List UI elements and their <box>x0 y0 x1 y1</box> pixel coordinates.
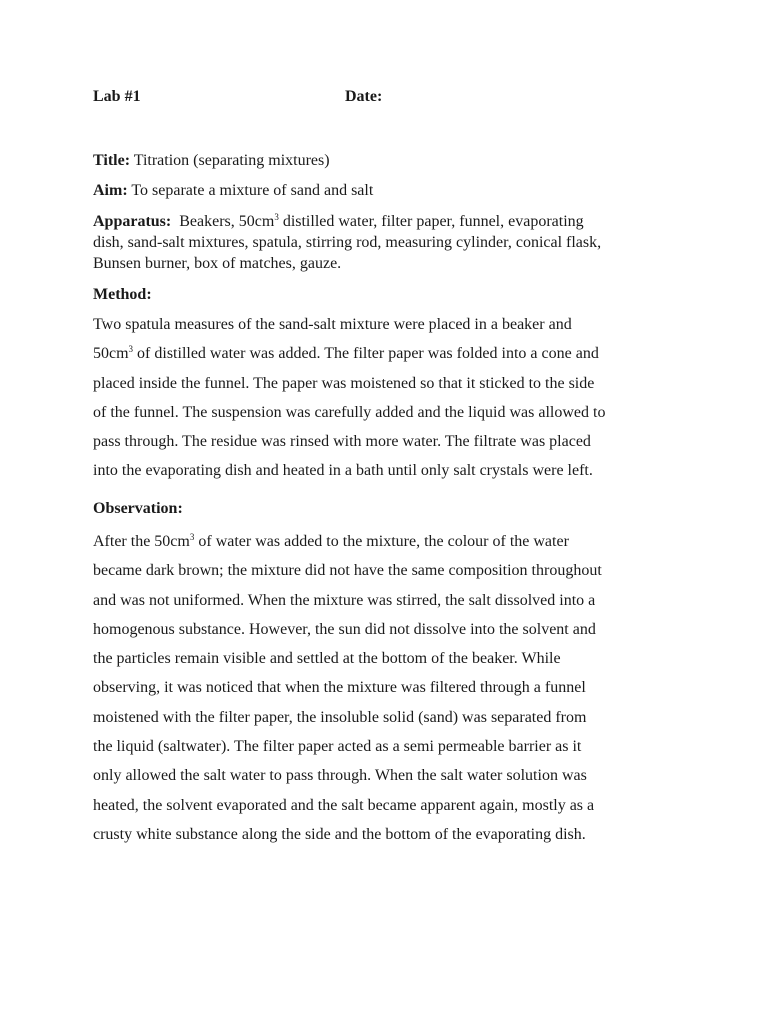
observation-heading: Observation: <box>93 500 183 517</box>
observation-line: After the $50cm^3$ of water was added to the mixture, the colour of the water <box>93 532 569 550</box>
method-line: into the evaporating dish and heated in a bath until only salt crystals were left. <box>93 462 593 480</box>
title-field <box>93 150 683 171</box>
observation-line: only allowed the salt water to pass through. When the salt water solution was <box>93 767 587 785</box>
method-line: $50cm^3$ of distilled water was added. The filter paper was folded into a cone and <box>93 344 599 363</box>
apparatus-line: Apparatus: Beakers, $50cm^3$ distilled water, filter paper, funnel, evaporating <box>93 212 584 230</box>
title-value: Titration (separating mixtures) <box>133 152 330 169</box>
method-line: placed inside the funnel. The paper was moistened so that it sticked to the side <box>93 374 595 392</box>
observation-paragraph <box>93 527 683 849</box>
date-label: Date: <box>345 88 383 105</box>
apparatus-line: Bunsen burner, box of matches, gauze. <box>93 255 342 272</box>
observation-line: became dark brown; the mixture did not have the same composition throughout <box>93 562 602 580</box>
observation-line: moistened with the filter paper, the insoluble solid (sand) was separated from <box>93 708 587 726</box>
observation-line: the liquid (saltwater). The filter paper acted as a semi permeable barrier as it <box>93 738 582 756</box>
aim-value: To separate a mixture of sand and salt <box>131 182 374 199</box>
method-line: of the funnel. The suspension was carefully added and the liquid was allowed to <box>93 403 606 421</box>
observation-line: crusty white substance along the side and the bottom of the evaporating dish. <box>93 825 586 843</box>
title-label: Title: <box>93 152 131 169</box>
method-heading: Method: <box>93 286 152 303</box>
aim-label: Aim: <box>93 182 128 199</box>
lab-header <box>93 88 693 110</box>
observation-line: and was not uniformed. When the mixture was stirred, the salt dissolved into a <box>93 591 596 609</box>
observation-line: the particles remain visible and settled at the bottom of the beaker. While <box>93 650 561 668</box>
lab-number: Lab #1 <box>93 88 141 105</box>
method-line: Two spatula measures of the sand-salt mixture were placed in a beaker and <box>93 316 572 333</box>
observation-line: homogenous substance. However, the sun did not dissolve into the solvent and <box>93 620 596 638</box>
method-paragraph <box>93 310 683 486</box>
apparatus-label: Apparatus: <box>93 213 172 230</box>
aim-field <box>93 180 683 201</box>
observation-line: observing, it was noticed that when the mixture was filtered through a funnel <box>93 679 586 697</box>
apparatus-line: dish, sand-salt mixtures, spatula, stirring rod, measuring cylinder, conical flask, <box>93 234 602 251</box>
observation-line: heated, the solvent evaporated and the salt became apparent again, mostly as a <box>93 796 595 814</box>
method-line: pass through. The residue was rinsed with more water. The filtrate was placed <box>93 433 591 451</box>
apparatus-field <box>93 211 683 274</box>
